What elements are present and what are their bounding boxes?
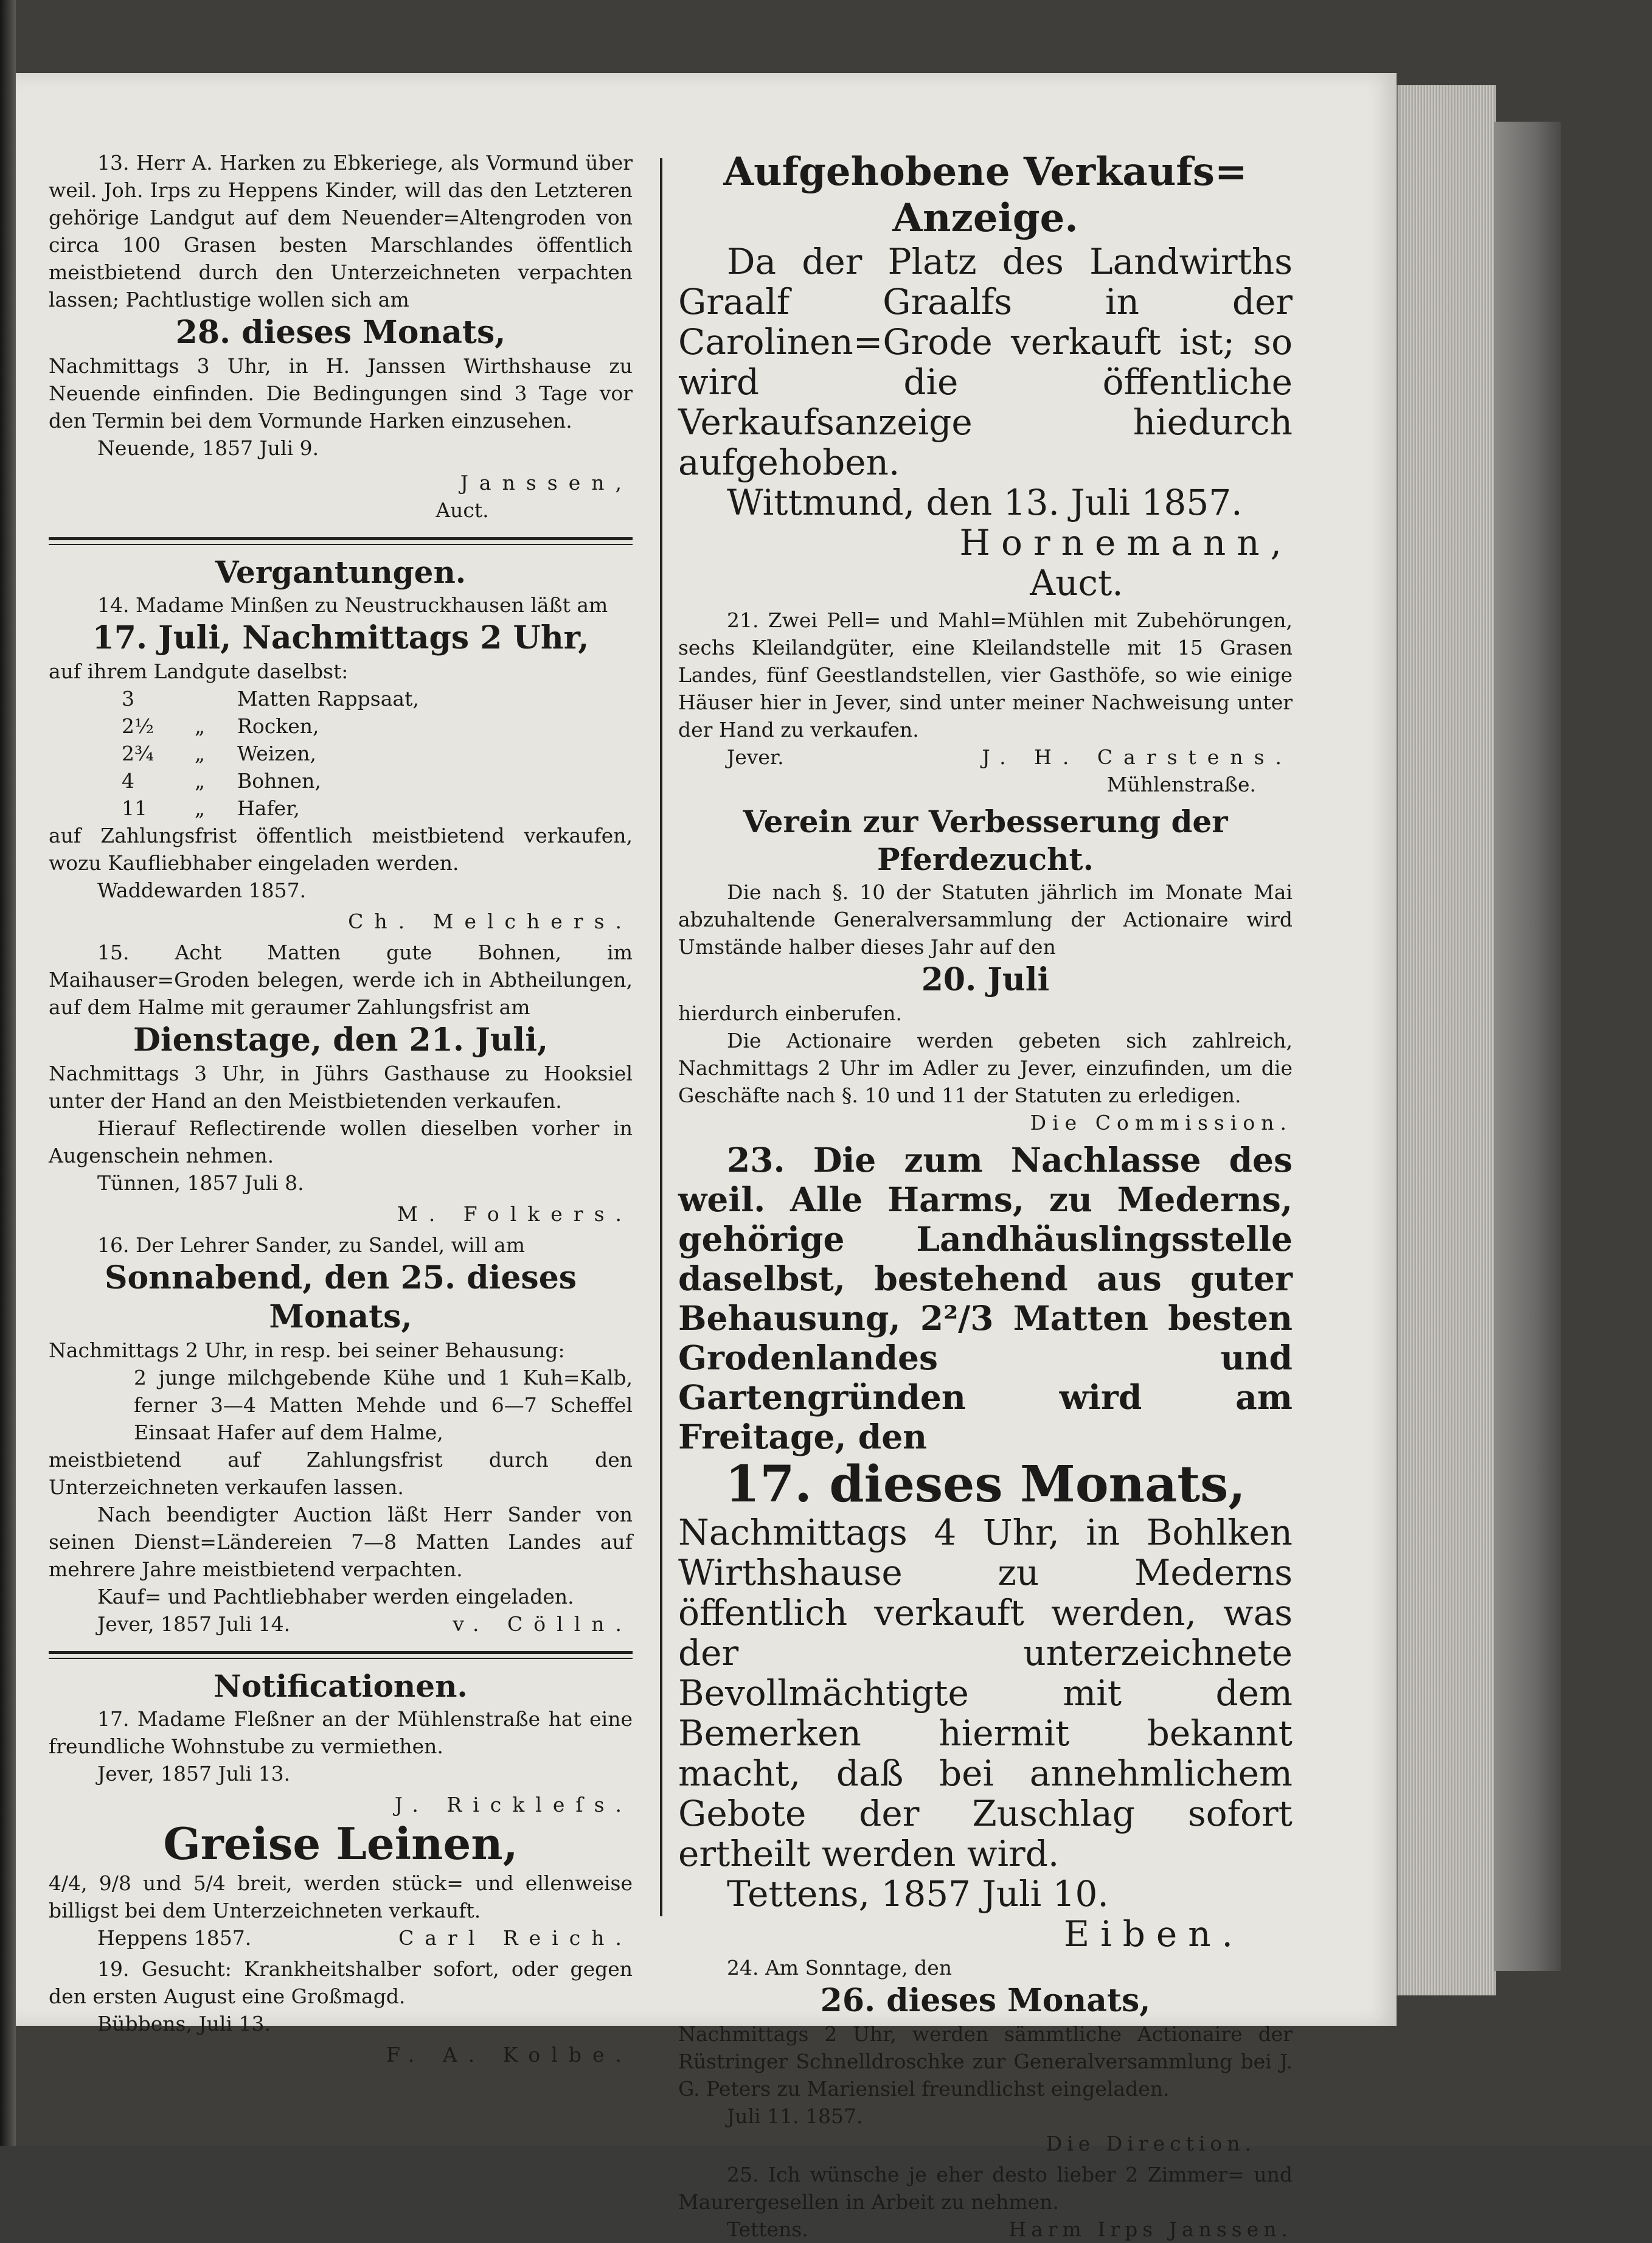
notice-16-text-d: Nach beendigter Auction läßt Herr Sander von seinen Dienst=Ländereien 7—8 Matten Landes auf mehrere Jahre meistbietend verpachten. bbox=[49, 1503, 633, 1581]
goods-mark: „ bbox=[195, 714, 206, 738]
notice-14-intro: auf ihrem Landgute daselbst: bbox=[49, 659, 349, 683]
notice-14-place: Waddewarden 1857. bbox=[97, 878, 307, 902]
notice-16-signature: v. Cölln. bbox=[453, 1612, 633, 1636]
goods-qty: 2¾ bbox=[122, 742, 154, 765]
goods-qty: 4 bbox=[122, 769, 134, 793]
notice-16-place: Jever, 1857 Juli 14. bbox=[97, 1612, 291, 1636]
notice-23-date: 17. dieses Monats, bbox=[725, 1455, 1246, 1514]
notice-14-signature: Ch. Melchers. bbox=[348, 909, 633, 933]
notice-23-place: Tettens, 1857 Juli 10. bbox=[727, 1873, 1109, 1914]
verein-signature: Die Commission. bbox=[1030, 1111, 1293, 1135]
notice-25-signature: Harm Irps Janssen. bbox=[1008, 2217, 1293, 2241]
verein-text: Die nach §. 10 der Statuten jährlich im Monate Mai abzuhaltende Generalversammlung der Actionaire wird Umstände halber dieses Jahr auf den bbox=[678, 880, 1293, 959]
verein-text2: hierdurch einberufen. bbox=[678, 1001, 902, 1025]
notice-15-place: Tünnen, 1857 Juli 8. bbox=[97, 1171, 304, 1195]
goods-mark bbox=[195, 685, 237, 712]
notice-24-signature: Die Direction. bbox=[1046, 2132, 1256, 2155]
page-stack-edge bbox=[1397, 85, 1496, 1995]
notice-23-text2: Nachmittags 4 Uhr, in Bohlken Wirthshause zu Mederns öffentlich verkauft werden, was der unterzeichnete Bevollmächtigte mit dem Bemerken hiermit bekannt macht, daß bei annehmlichem Gebote der Zuschlag sofort ertheilt werden wird. bbox=[678, 1512, 1293, 1874]
notice-16-text-e: Kauf= und Pachtliebhaber werden eingeladen. bbox=[97, 1585, 574, 1608]
notice-17-signature: J. Rickleſs. bbox=[394, 1793, 633, 1817]
goods-mark: „ bbox=[195, 769, 206, 793]
notice-18-signature: Carl Reich. bbox=[398, 1926, 633, 1950]
notice-14-date: 17. Juli, Nachmittags 2 Uhr, bbox=[92, 619, 589, 656]
notice-25-text: 25. Ich wünsche je eher desto lieber 2 Zimmer= und Maurergesellen in Arbeit zu nehmen. bbox=[678, 2163, 1293, 2214]
notice-15-signature: M. Folkers. bbox=[397, 1202, 633, 1226]
section-rule bbox=[49, 1651, 633, 1659]
notice-16-date: Sonnabend, den 25. dieses Monats, bbox=[104, 1259, 577, 1335]
notice-13-signature: Janssen, bbox=[460, 471, 633, 495]
notice-14-text: 14. Madame Minßen zu Neustruckhausen läßt am bbox=[97, 593, 608, 617]
notice-15-text2: Nachmittags 3 Uhr, in Jührs Gasthause zu Hooksiel unter der Hand an den Meistbietenden verkaufen. bbox=[49, 1062, 633, 1113]
aufgehobene-text: Da der Platz des Landwirths Graalf Graalfs in der Carolinen=Grode verkauft ist; so wird die öffentliche Verkaufsanzeige hiedurch aufgehoben. bbox=[678, 241, 1293, 483]
verein-date: 20. Juli bbox=[921, 961, 1050, 998]
notice-16-text-b: 2 junge milchgebende Kühe und 1 Kuh=Kalb, ferner 3—4 Matten Mehde und 6—7 Scheffel Einsaat Hafer auf dem Halme, bbox=[134, 1366, 633, 1444]
notice-15-text: 15. Acht Matten gute Bohnen, im Maihauser=Groden belegen, werde ich in Abtheilungen, auf dem Halme mit geraumer Zahlungsfrist am bbox=[49, 941, 633, 1019]
aufgehobene-heading-line1: Aufgehobene Verkaufs= bbox=[723, 149, 1248, 195]
left-column bbox=[49, 149, 633, 2068]
notice-25-place: Tettens. bbox=[727, 2217, 808, 2241]
goods-item: Weizen, bbox=[237, 742, 316, 765]
notice-18-text: 4/4, 9/8 und 5/4 breit, werden stück= und ellenweise billigst bei dem Unterzeichneten verkauft. bbox=[49, 1871, 633, 1922]
aufgehobene-signature: Hornemann, bbox=[959, 522, 1293, 563]
book-gutter bbox=[0, 0, 16, 2146]
notice-24-place: Juli 11. 1857. bbox=[727, 2104, 863, 2128]
notice-16-text: 16. Der Lehrer Sander, zu Sandel, will am bbox=[97, 1233, 526, 1257]
section-heading-notificationen: Notificationen. bbox=[213, 1668, 468, 1704]
aufgehobene-place: Wittmund, den 13. Juli 1857. bbox=[727, 482, 1243, 523]
goods-list bbox=[49, 685, 633, 822]
notice-21-signature-street: Mühlenstraße. bbox=[1106, 773, 1256, 796]
verein-heading-line1: Verein zur Verbesserung der bbox=[743, 804, 1228, 840]
notice-21-signature: J. H. Carstens. bbox=[982, 745, 1293, 769]
notice-19-text: 19. Gesucht: Krankheitshalber sofort, oder gegen den ersten August eine Großmagd. bbox=[49, 1957, 633, 2008]
notice-24-text2: Nachmittags 2 Uhr, werden sämmtliche Actionaire der Rüstringer Schnelldroschke zur Generalversammlung bei J. G. Peters zu Mariensiel freundlichst eingeladen. bbox=[678, 2022, 1293, 2101]
notice-24-date: 26. dieses Monats, bbox=[820, 1982, 1151, 2019]
notice-23-text: 23. Die zum Nachlasse des weil. Alle Harms, zu Mederns, gehörige Landhäuslingsstelle daselbst, bestehend aus guter Behausung, 2²/3 Matten besten Grodenlandes und Gartengründen wird am Freitage, den bbox=[678, 1140, 1293, 1456]
column-divider bbox=[660, 158, 662, 1916]
notice-13-text2: Nachmittags 3 Uhr, in H. Janssen Wirthshause zu Neuende einfinden. Die Bedingungen sind 3 Tage vor den Termin bei dem Vormunde Harken einzusehen. bbox=[49, 354, 633, 433]
notice-18-place: Heppens 1857. bbox=[97, 1926, 252, 1950]
section-heading-vergantungen: Vergantungen. bbox=[215, 554, 467, 590]
notice-15-date: Dienstage, den 21. Juli, bbox=[133, 1021, 549, 1059]
verein-text3: Die Actionaire werden gebeten sich zahlreich, Nachmittags 2 Uhr im Adler zu Jever, einzufinden, um die Geschäfte nach §. 10 und 11 der Statuten zu erledigen. bbox=[678, 1029, 1293, 1107]
goods-qty: 2½ bbox=[122, 714, 154, 738]
notice-13-date: 28. dieses Monats, bbox=[175, 314, 506, 351]
goods-item: Hafer, bbox=[237, 796, 300, 820]
book-spine bbox=[1494, 122, 1561, 1971]
right-column bbox=[678, 149, 1293, 2243]
goods-qty: 3 bbox=[122, 687, 134, 711]
notice-21-place: Jever. bbox=[727, 745, 784, 769]
notice-15-text3: Hierauf Reflectirende wollen dieselben vorher in Augenschein nehmen. bbox=[49, 1116, 633, 1167]
goods-item: Bohnen, bbox=[237, 769, 321, 793]
notice-13-text: 13. Herr A. Harken zu Ebkeriege, als Vormund über weil. Joh. Irps zu Heppens Kinder, will das den Letzteren gehörige Landgut auf dem Neuender=Altengroden von circa 100 Grasen besten Marschlandes öffentlich meistbietend durch den Unterzeichneten verpachten lassen; Pachtlustige wollen sich am bbox=[49, 151, 633, 311]
notice-17-place: Jever, 1857 Juli 13. bbox=[97, 1762, 291, 1786]
notice-13-place: Neuende, 1857 Juli 9. bbox=[97, 436, 319, 460]
section-rule bbox=[49, 537, 633, 545]
notice-19-signature: F. A. Kolbe. bbox=[386, 2043, 633, 2067]
notice-19-place: Bübbens, Juli 13. bbox=[97, 2012, 271, 2036]
goods-item: Matten Rappsaat, bbox=[237, 687, 419, 711]
goods-mark: „ bbox=[195, 742, 206, 765]
notice-23-signature: Eiben. bbox=[1063, 1913, 1244, 1955]
notice-14-end: auf Zahlungsfrist öffentlich meistbietend verkaufen, wozu Kaufliebhaber eingeladen werden. bbox=[49, 824, 633, 875]
notice-16-text-c: meistbietend auf Zahlungsfrist durch den Unterzeichneten verkaufen lassen. bbox=[49, 1448, 633, 1499]
goods-item: Rocken, bbox=[237, 714, 319, 738]
goods-qty: 11 bbox=[122, 796, 147, 820]
notice-24-text: 24. Am Sonntage, den bbox=[727, 1956, 953, 1980]
notice-17-text: 17. Madame Fleßner an der Mühlenstraße hat eine freundliche Wohnstube zu vermiethen. bbox=[49, 1707, 633, 1758]
greise-leinen-heading: Greise Leinen, bbox=[163, 1818, 518, 1869]
aufgehobene-signature-role: Auct. bbox=[1030, 562, 1123, 603]
notice-13-signature-role: Auct. bbox=[436, 498, 489, 522]
verein-heading-line2: Pferdezucht. bbox=[876, 841, 1094, 877]
notice-21-text: 21. Zwei Pell= und Mahl=Mühlen mit Zubehörungen, sechs Kleilandgüter, eine Kleilandstelle mit 15 Grasen Landes, fünf Geestlandstellen, vier Gasthöfe, so wie einige Häuser hier in Jever, sind unter meiner Nachweisung unter der Hand zu verkaufen. bbox=[678, 608, 1293, 742]
goods-mark: „ bbox=[195, 796, 206, 820]
aufgehobene-heading-line2: Anzeige. bbox=[892, 195, 1078, 241]
notice-16-text-a: Nachmittags 2 Uhr, in resp. bei seiner Behausung: bbox=[49, 1338, 565, 1362]
